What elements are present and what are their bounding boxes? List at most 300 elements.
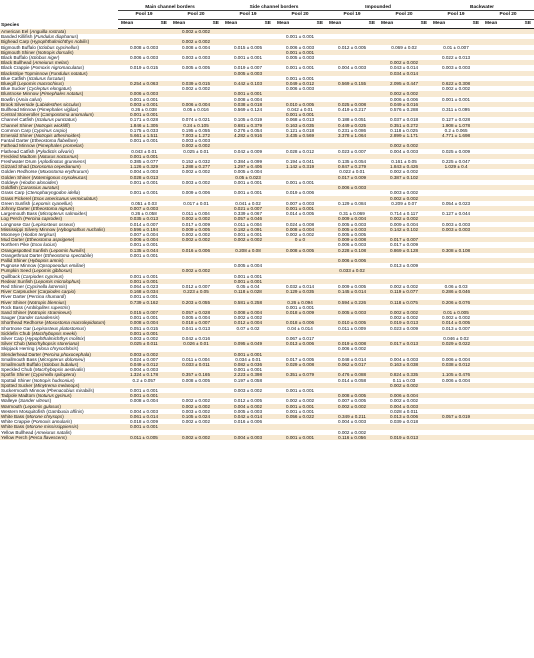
species-name: Mud Darter [1, 237, 24, 243]
scientific-name: Notropis hudsonius [33, 377, 74, 383]
value-cell: 0.023 ± 0.009 [378, 326, 430, 331]
paren: ( [30, 377, 34, 383]
value-cell: 0.739 ± 0.162 [118, 300, 170, 305]
value-cell: 0.119 ± 0.077 [378, 289, 430, 294]
value-cell: 0.002 ± 0.002 [274, 232, 326, 237]
scientific-name: Lepomis gulosus [24, 403, 60, 409]
value-cell: 0.01 ± 0.005 [430, 310, 482, 315]
value-cell: 0.2 ± 0.057 [118, 378, 170, 383]
scientific-name: Cyprinella spiloptera [32, 372, 75, 378]
value-cell: 0.003 ± 0.002 [222, 388, 274, 393]
value-cell: 0.001 ± 0.001 [118, 294, 170, 299]
value-cell: 0.001 ± 0.001 [118, 242, 170, 247]
scientific-name: Fundulus diaphanus [35, 34, 77, 40]
value-cell: 0.042 ± 0.016 [170, 336, 222, 341]
species-name: Quillback [1, 273, 20, 279]
value-cell: 0.129 ± 0.084 [326, 201, 378, 206]
value-cell: 0.028 ± 0.012 [274, 149, 326, 154]
value-cell: 0.116 ± 0.056 [326, 435, 378, 440]
paren: ) [62, 257, 64, 263]
paren: ) [40, 96, 42, 102]
value-cell: 0.001 ± 0.001 [430, 97, 482, 102]
value-cell: 0.001 ± 0.001 [118, 331, 170, 336]
value-cell: 0.026 ± 0.01 [170, 341, 222, 346]
value-cell: 0.028 ± 0.011 [378, 409, 430, 414]
paren: ) [76, 424, 79, 430]
se-label: SE [472, 21, 480, 27]
value-cell: 0.05 ± 0.023 [222, 175, 274, 180]
value-cell: 0.042 ± 0.009 [222, 149, 274, 154]
value-cell: 0.017 ± 0.009 [170, 222, 222, 227]
paren: ( [29, 65, 33, 71]
paren: ( [36, 356, 40, 362]
scientific-name: Anguilla rostrata [31, 28, 65, 34]
paren: ) [76, 34, 79, 40]
value-cell: 2.223 ± 0.398 [222, 372, 274, 377]
value-cell: 0.002 ± 0.002 [430, 86, 482, 91]
paren: ( [30, 127, 34, 133]
species-name: Northern Pike [1, 242, 30, 248]
value-cell: 0.003 ± 0.002 [118, 336, 170, 341]
species-name: Silver Carp [1, 335, 24, 341]
mean-label: Mean [121, 21, 134, 27]
species-column-header: Species [1, 23, 20, 29]
scientific-name: Ameiurus melas [34, 60, 68, 66]
value-cell: 0.161 ± 0.05 [378, 159, 430, 164]
value-cell: 0.003 ± 0.003 [170, 55, 222, 60]
paren: ) [74, 372, 76, 378]
scientific-name: Hybopsis amnis [29, 257, 63, 263]
scientific-name: Carpiodes cyprinus [22, 273, 63, 279]
value-cell: 0.008 ± 0.005 [170, 378, 222, 383]
value-cell: 0.019 ± 0.013 [378, 435, 430, 440]
scientific-name: Macrhybopsis storeriana [27, 341, 78, 347]
scientific-name: Pimephales promelas [37, 143, 82, 149]
scientific-name: Gambusia affinis [47, 408, 83, 414]
species-name: Fantail Darter [1, 138, 29, 144]
species-name: Red Shiner [1, 283, 24, 289]
value-cell: 0.095 ± 0.049 [222, 341, 274, 346]
species-name: Common Carp [1, 127, 31, 133]
scientific-name: Etheostoma nigrum [32, 205, 73, 211]
scientific-name: Sander canadensis [18, 315, 58, 321]
scientific-name: Ictalurus punctatus [36, 117, 76, 123]
species-name: Western Mosquitofish [1, 408, 46, 414]
value-cell: 0.002 ± 0.002 [378, 169, 430, 174]
species-name: Shortnose Gar [1, 325, 31, 331]
paren: ) [70, 419, 72, 425]
value-cell: 0.002 ± 0.002 [222, 315, 274, 320]
value-cell: 0.203 ± 0.055 [170, 300, 222, 305]
scientific-name: Sander vitreus [19, 398, 50, 404]
value-cell: 0.001 ± 0.001 [118, 112, 170, 117]
paren: ( [45, 388, 48, 394]
value-cell: 0.033 ± 0.011 [170, 362, 222, 367]
value-cell: 0.004 ± 0.003 [378, 357, 430, 362]
paren: ) [75, 330, 77, 336]
value-cell: 0.006 ± 0.004 [378, 393, 430, 398]
value-cell: 0.004 ± 0.003 [378, 149, 430, 154]
species-name: Skipjack Herring [1, 346, 35, 352]
species-name: Pumpkin Seed [1, 268, 31, 274]
value-cell: 0.005 ± 0.004 [170, 315, 222, 320]
paren: ( [31, 60, 35, 66]
pool-header: Pool 19 [118, 11, 170, 20]
group-backwater: Backwater [430, 0, 534, 11]
species-name: Yellow Bullhead [1, 429, 34, 435]
value-cell: 1.126 ± 0.329 [118, 164, 170, 169]
value-cell: 0.442 ± 0.103 [222, 81, 274, 86]
value-cell: 0.019 ± 0.008 [326, 341, 378, 346]
value-cell: 0.002 ± 0.002 [378, 398, 430, 403]
value-cell: 0.311 ± 0.095 [430, 107, 482, 112]
value-cell: 1.288 ± 0.277 [170, 164, 222, 169]
value-cell: 0.057 ± 0.028 [170, 310, 222, 315]
species-name: Black Bullhead [1, 60, 32, 66]
value-cell: 1.142 ± 0.319 [274, 164, 326, 169]
paren: ( [30, 419, 33, 425]
value-cell: 0.001 ± 0.001 [274, 180, 326, 185]
paren: ) [73, 221, 75, 227]
species-name: Spotted Sucker [1, 382, 33, 388]
value-cell: 0.06 ± 0.03 [430, 284, 482, 289]
paren: ( [30, 268, 34, 274]
species-name: Channel Catfish [1, 117, 34, 123]
paren: ) [72, 148, 74, 154]
value-cell: 0.002 ± 0.002 [378, 284, 430, 289]
species-name: Bigmouth Buffalo [1, 44, 36, 50]
value-cell: 4.771 ± 1.698 [430, 133, 482, 138]
paren: ) [84, 325, 86, 331]
value-cell: 0.011 ± 0.004 [170, 211, 222, 216]
species-name: Warmouth [1, 403, 23, 409]
value-cell: 0 ± 0 [274, 237, 326, 242]
value-cell: 0.014 ± 0.005 [274, 211, 326, 216]
value-cell: 0.012 ± 0.005 [326, 45, 378, 50]
value-cell: 0.007 ± 0.004 [118, 232, 170, 237]
value-cell: 0.194 ± 0.041 [274, 159, 326, 164]
value-cell: 0.011 ± 0.009 [326, 326, 378, 331]
value-cell: 0.009 ± 0.008 [326, 237, 378, 242]
paren: ) [65, 434, 67, 440]
paren: ( [29, 205, 33, 211]
value-cell: 0.017 ± 0.013 [378, 341, 430, 346]
value-cell: 0.003 ± 0.003 [430, 65, 482, 70]
paren: ) [76, 362, 79, 367]
species-name: Grass Carp [1, 190, 25, 196]
value-cell: 0.006 ± 0.004 [118, 237, 170, 242]
value-cell: 0.012 ± 0.005 [222, 398, 274, 403]
value-cell: 0.015 ± 0.005 [222, 45, 274, 50]
value-cell: 0.069 ± 0.02 [378, 45, 430, 50]
value-cell: 0.351 ± 0.079 [274, 372, 326, 377]
species-name: Smallmouth Buffalo [1, 362, 41, 367]
value-cell: 2.095 ± 0.447 [378, 81, 430, 86]
value-cell: 0.26 ± 0.094 [274, 300, 326, 305]
value-cell: 0.168 ± 0.034 [118, 289, 170, 294]
value-cell: 0.001 ± 0.001 [274, 404, 326, 409]
scientific-name: Lepomis macrochirus [18, 81, 63, 87]
scientific-name: Esox lucius [31, 242, 56, 248]
value-cell: 0.004 ± 0.003 [118, 169, 170, 174]
paren: ) [67, 60, 69, 66]
value-cell: 0.005 ± 0.005 [170, 65, 222, 70]
value-cell: 0.001 ± 0.001 [274, 65, 326, 70]
paren: ( [26, 299, 30, 305]
scientific-name: Moxostoma erythrurum [39, 169, 88, 175]
paren: ( [18, 179, 21, 185]
paren: ( [28, 138, 32, 144]
scientific-name: Amia calva [17, 96, 41, 102]
value-cell: 0.004 ± 0.003 [118, 409, 170, 414]
value-cell: 0.118 ± 0.075 [378, 300, 430, 305]
value-cell: 0.023 ± 0.007 [326, 149, 378, 154]
value-cell: 0.001 ± 0.001 [222, 279, 274, 284]
value-cell: 0.002 ± 0.002 [378, 383, 430, 388]
mean-label: Mean [225, 21, 238, 27]
paren: ( [30, 195, 34, 201]
value-cell: 0.118 ± 0.025 [378, 128, 430, 133]
value-cell: 0.208 ± 0.08 [222, 248, 274, 253]
species-name: Blackstripe Topminnow [1, 70, 48, 76]
species-name: River Shiner [1, 299, 27, 305]
paren: ) [65, 283, 68, 289]
paren: ) [59, 403, 61, 409]
species-name: Black Crappie [1, 65, 30, 71]
paren: ) [69, 309, 72, 315]
value-cell: 0.016 ± 0.006 [222, 419, 274, 424]
value-cell: 0.028 ± 0.013 [118, 175, 170, 180]
value-cell: 0.064 ± 0.023 [118, 284, 170, 289]
value-cell: 0.009 ± 0.005 [170, 227, 222, 232]
scientific-name: Ctenopharyngodon idella [27, 190, 79, 196]
se-label: SE [160, 21, 167, 27]
paren: ) [68, 122, 70, 128]
value-cell: 0.231 ± 0.086 [326, 128, 378, 133]
value-cell: 0.001 ± 0.001 [274, 305, 326, 310]
value-cell: 0.012 ± 0.007 [170, 284, 222, 289]
paren: ( [24, 190, 28, 196]
paren: ( [43, 320, 47, 326]
scientific-name: Phenacobius mirabilis [47, 388, 93, 394]
scientific-name: Carpiodes carpio [39, 289, 75, 295]
paren: ( [25, 75, 29, 81]
value-cell: 0.121 ± 0.018 [274, 128, 326, 133]
value-cell [430, 435, 482, 440]
value-cell: 0.003 ± 0.002 [118, 352, 170, 357]
value-cell: 0.009 ± 0.006 [170, 190, 222, 195]
scientific-name: Notropis wickliffi [35, 122, 69, 128]
value-cell: 0.042 ± 0.01 [274, 107, 326, 112]
scientific-name: Lepisosteus platostomus [33, 325, 85, 331]
value-cell: 0.001 ± 0.001 [222, 232, 274, 237]
scientific-name: Hiodon alosoides [20, 179, 57, 185]
species-name: Banded Killifish [1, 34, 33, 40]
paren: ( [42, 252, 45, 258]
value-cell: 0.008 ± 0.004 [118, 320, 170, 325]
value-cell: 2.899 ± 1.171 [378, 133, 430, 138]
scientific-name: Ictiobus cyprinellus [38, 44, 78, 50]
scientific-name: Hybognathus nuchalis [58, 226, 104, 232]
value-cell: 0.002 ± 0.002 [170, 86, 222, 91]
value-cell: 0.014 ± 0.005 [430, 320, 482, 325]
value-cell: 0.135 ± 0.054 [326, 159, 378, 164]
paren: ( [27, 55, 31, 61]
value-cell: 0.225 ± 0.047 [430, 159, 482, 164]
value-cell: 0.31 ± 0.069 [326, 211, 378, 216]
value-cell: 0.042 ± 0.014 [222, 414, 274, 419]
paren: ( [23, 237, 27, 243]
pool-header: Pool 20 [482, 11, 534, 20]
species-name: Emerald Shiner [1, 133, 33, 139]
value-cell: 0.018 ± 0.007 [170, 320, 222, 325]
value-cell: 0.004 ± 0.003 [326, 65, 378, 70]
species-name: Orangespotted Sunfish [1, 247, 48, 253]
mean-se-header [222, 20, 274, 29]
value-cell: 0.002 ± 0.002 [274, 398, 326, 403]
value-cell: 1.029 ± 0.4 [430, 164, 482, 169]
value-cell: 0.002 ± 0.002 [170, 419, 222, 424]
value-cell: 0.002 ± 0.002 [170, 216, 222, 221]
value-cell: 0.008 ± 0.004 [274, 227, 326, 232]
paren: ) [103, 226, 105, 232]
value-cell: 0.001 ± 0.001 [222, 180, 274, 185]
value-cell: 0.276 ± 0.054 [222, 128, 274, 133]
paren: ( [19, 273, 23, 279]
paren: ) [72, 205, 75, 211]
value-cell: 0.048 ± 0.014 [326, 357, 378, 362]
paren: ( [24, 341, 28, 347]
species-name: Grass Pickerel [1, 195, 31, 201]
scientific-name: Percina shumardi [28, 294, 65, 300]
paren: ) [57, 315, 60, 321]
value-cell: 0.002 ± 0.002 [170, 268, 222, 273]
value-cell: 0.05 ± 0.016 [170, 107, 222, 112]
value-cell: 0.013 ± 0.006 [378, 414, 430, 419]
value-cell: 0.002 ± 0.002 [378, 310, 430, 315]
species-name: Mississippi Silvery Minnow [1, 226, 56, 232]
value-cell: 0.012 ± 0.004 [222, 320, 274, 325]
paren: ) [57, 55, 60, 61]
species-name: Freshwater Drum [1, 159, 37, 165]
paren: ) [85, 174, 88, 180]
species-name: River Carpsucker [1, 289, 37, 295]
species-name: Bluntnose Minnow [1, 91, 39, 97]
value-cell: 0.003 ± 0.002 [170, 180, 222, 185]
paren: ) [63, 75, 66, 81]
scientific-name: Lepomis microlophus [35, 278, 79, 284]
value-cell: 0.003 ± 0.002 [378, 190, 430, 195]
table-body [0, 29, 534, 441]
species-name: Johnny Darter [1, 205, 30, 211]
value-cell: 0.013 ± 0.006 [274, 341, 326, 346]
value-cell: 0.105 ± 0.019 [222, 117, 274, 122]
scientific-name: Ictalurus furcatus [28, 75, 64, 81]
paren: ( [37, 169, 40, 175]
value-cell: 0.002 ± 0.002 [378, 196, 430, 201]
species-name: White Bass [1, 424, 25, 430]
paren: ( [14, 96, 18, 102]
value-cell: 0.135 ± 0.044 [118, 248, 170, 253]
mean-label: Mean [329, 21, 342, 27]
species-name: Flathead Catfish [1, 148, 35, 154]
value-cell: 0.002 ± 0.002 [170, 398, 222, 403]
species-name: Suckermouth Minnow [1, 388, 46, 394]
species-name: Redear Sunfish [1, 278, 33, 284]
paren: ) [82, 408, 84, 414]
value-cell: 0.339 ± 0.067 [222, 211, 274, 216]
value-cell: 0.039 ± 0.015 [170, 81, 222, 86]
value-cell: 0.07 ± 0.02 [222, 326, 274, 331]
species-name: Pugnose Minnow [1, 263, 37, 269]
species-name: Goldfish [1, 185, 18, 191]
species-name: White Crappie [1, 419, 31, 425]
value-cell: 0.006 ± 0.003 [118, 91, 170, 96]
paren: ) [69, 86, 72, 92]
value-cell: 0.005 ± 0.005 [326, 232, 378, 237]
scientific-name: Perca flavescens [30, 434, 66, 440]
value-cell: 0.105 ± 0.024 [170, 414, 222, 419]
value-cell: 0.006 ± 0.004 [430, 378, 482, 383]
paren: ( [35, 44, 39, 50]
value-cell: 0.847 ± 0.279 [326, 164, 378, 169]
value-cell: 0.581 ± 0.258 [222, 300, 274, 305]
value-cell: 0.005 ± 0.003 [222, 409, 274, 414]
scientific-name: Notropis blennius [29, 299, 65, 305]
paren: ) [70, 429, 72, 435]
paren: ( [40, 362, 44, 367]
paren: ) [70, 268, 73, 274]
paren: ) [76, 153, 79, 159]
value-cell: 0.074 ± 0.021 [170, 117, 222, 122]
value-cell: 0.001 ± 0.001 [118, 315, 170, 320]
value-cell: 0.002 ± 0.002 [170, 435, 222, 440]
species-name: Central Stoneroller [1, 112, 40, 118]
paren: ( [30, 330, 34, 336]
value-cell: 0.001 ± 0.001 [274, 76, 326, 81]
value-cell: 0.002 ± 0.002 [378, 60, 430, 65]
value-cell: 0.019 ± 0.007 [222, 65, 274, 70]
value-cell: 0.223 ± 0.05 [170, 289, 222, 294]
value-cell: 0.005 ± 0.003 [222, 71, 274, 76]
value-cell: 0.002 ± 0.002 [430, 315, 482, 320]
value-cell: 0.011 ± 0.004 [222, 222, 274, 227]
paren: ) [64, 294, 66, 300]
value-cell: 0.041 ± 0.02 [222, 201, 274, 206]
value-cell: 1.846 ± 1.305 [118, 123, 170, 128]
scientific-name: Hiodon tergisus [22, 231, 55, 237]
value-cell: 0.008 ± 0.004 [222, 97, 274, 102]
value-cell: 0.017 ± 0.01 [170, 201, 222, 206]
paren: ( [47, 70, 51, 76]
value-cell: 0.163 ± 0.038 [378, 362, 430, 367]
paren: ) [64, 28, 66, 34]
paren: ) [77, 341, 80, 347]
value-cell: 0.206 ± 0.076 [430, 300, 482, 305]
paren: ( [28, 164, 32, 170]
value-cell: 0.118 ± 0.028 [222, 289, 274, 294]
value-cell: 0.054 ± 0.023 [430, 201, 482, 206]
value-cell: 0.001 ± 0.001 [274, 388, 326, 393]
value-cell: 0.002 ± 0.002 [170, 29, 222, 35]
species-name: Spottail Shiner [1, 377, 31, 383]
value-cell: 0.007 ± 0.005 [326, 398, 378, 403]
value-cell: 0.019 ± 0.015 [118, 65, 170, 70]
mean-se-header [430, 20, 482, 29]
value-cell: 5.661 ± 1.511 [118, 133, 170, 138]
paren: ) [77, 44, 80, 50]
paren: ( [17, 398, 20, 404]
